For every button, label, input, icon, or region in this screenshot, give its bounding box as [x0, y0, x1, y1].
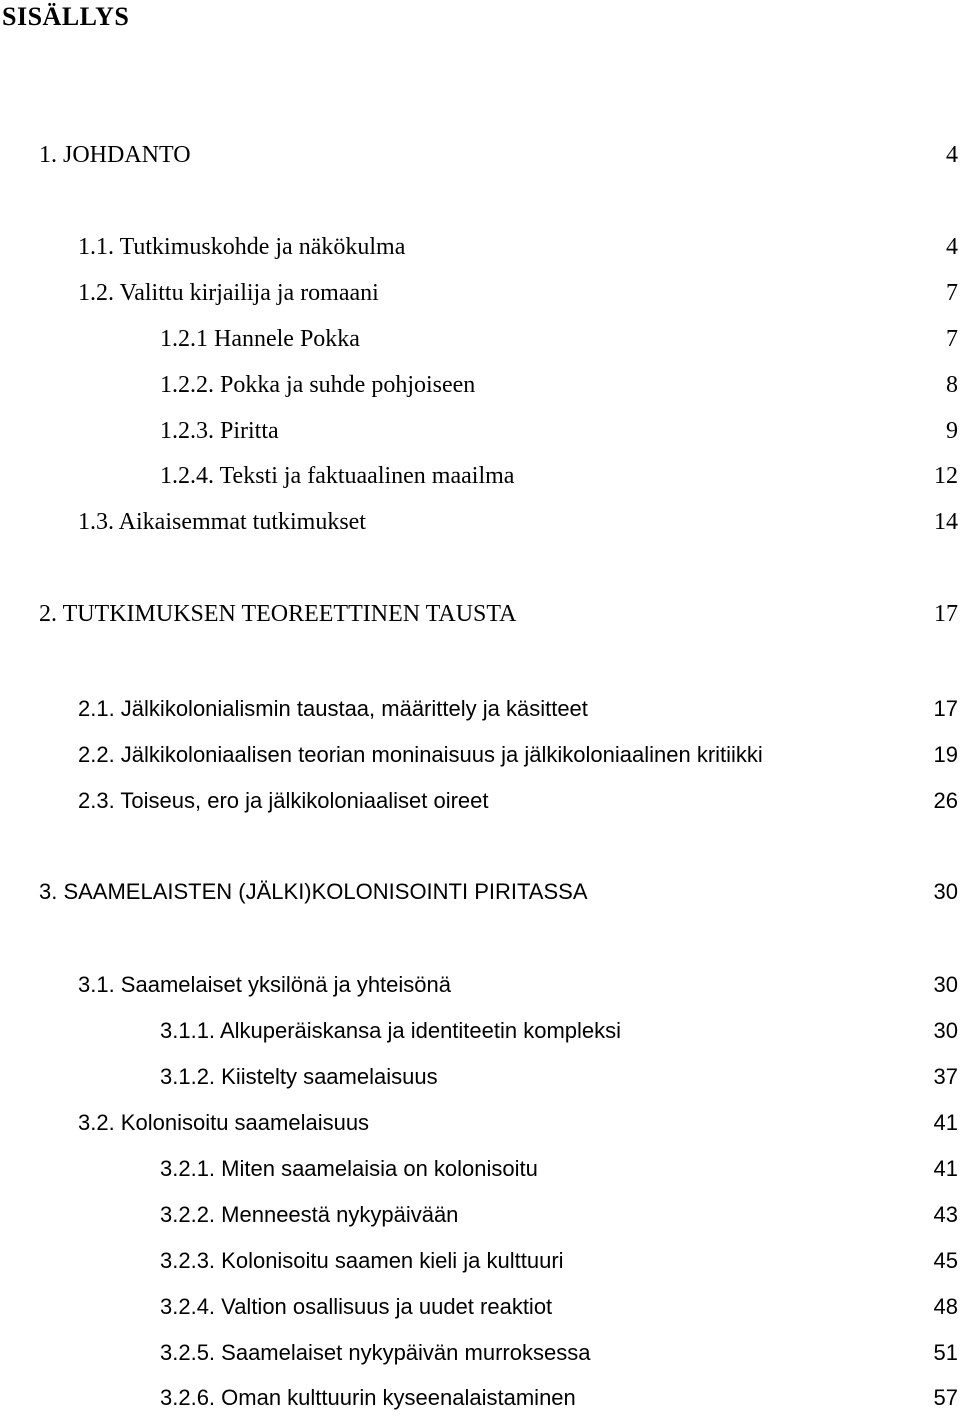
- toc-entry-title: 3.2. Kolonisoitu saamelaisuus: [78, 1110, 370, 1135]
- toc-entry-title: 3.2.6. Oman kulttuurin kyseenalaistaminen: [160, 1385, 576, 1410]
- toc-entry-title: 1.2. Valittu kirjailija ja romaani: [78, 280, 379, 306]
- toc-entry-page: 57: [933, 1385, 958, 1410]
- toc-entry-section: [0, 788, 960, 822]
- toc-entry-title: 3.1.2. Kiistelty saamelaisuus: [160, 1064, 438, 1089]
- toc-entry-page: 4: [946, 234, 958, 260]
- toc-entry-title: 2.2. Jälkikoloniaalisen teorian moninaisuus ja jälkikoloniaalinen kritiikki: [78, 742, 763, 767]
- toc-entry-subsection: [0, 326, 960, 360]
- toc-entry-page: 9: [946, 418, 958, 444]
- toc-entry-section: [0, 509, 960, 543]
- toc-entry-page: 48: [933, 1294, 958, 1319]
- toc-entry-page: 43: [933, 1202, 958, 1227]
- toc-entry-title: 3.2.3. Kolonisoitu saamen kieli ja kulttuuri: [160, 1248, 564, 1273]
- toc-entry-subsection: [0, 1018, 960, 1052]
- toc-entry-title: 2.1. Jälkikolonialismin taustaa, määrittely ja käsitteet: [78, 696, 588, 721]
- toc-entry-subsection: [0, 463, 960, 497]
- toc-entry-page: 7: [946, 326, 958, 352]
- toc-entry-section: [0, 742, 960, 776]
- toc-entry-title: 3.2.2. Menneestä nykypäivään: [160, 1202, 459, 1227]
- toc-entry-subsection: [0, 1385, 960, 1419]
- toc-entry-page: 12: [934, 463, 958, 489]
- toc-entry-subsection: [0, 1248, 960, 1282]
- toc-entry-page: 51: [933, 1340, 958, 1365]
- toc-entry-title: 2. TUTKIMUKSEN TEOREETTINEN TAUSTA: [39, 601, 517, 627]
- toc-entry-section: [0, 696, 960, 730]
- toc-entry-subsection: [0, 1340, 960, 1374]
- toc-entry-page: 8: [946, 372, 958, 398]
- toc-entry-section: [0, 234, 960, 268]
- toc-entry-page: 41: [933, 1156, 958, 1181]
- toc-entry-chapter: [0, 601, 960, 635]
- toc-entry-title: 3.2.4. Valtion osallisuus ja uudet reaktiot: [160, 1294, 553, 1319]
- toc-entry-title: 3.2.1. Miten saamelaisia on kolonisoitu: [160, 1156, 538, 1181]
- toc-entry-page: 45: [933, 1248, 958, 1273]
- toc-entry-title: 1.2.4. Teksti ja faktuaalinen maailma: [160, 463, 515, 489]
- toc-entry-title: 3.1. Saamelaiset yksilönä ja yhteisönä: [78, 972, 451, 997]
- toc-entry-page: 41: [933, 1110, 958, 1135]
- toc-entry-title: 1.2.2. Pokka ja suhde pohjoiseen: [160, 372, 476, 398]
- toc-entry-section: [0, 972, 960, 1006]
- toc-entry-page: 17: [933, 696, 958, 721]
- toc-entry-section: [0, 280, 960, 314]
- toc-entry-title: 2.3. Toiseus, ero ja jälkikoloniaaliset oireet: [78, 788, 489, 813]
- toc-entry-page: 30: [933, 879, 958, 904]
- toc-entry-title: 3. SAAMELAISTEN (JÄLKI)KOLONISOINTI PIRITASSA: [39, 879, 588, 904]
- toc-entry-title: 3.1.1. Alkuperäiskansa ja identiteetin kompleksi: [160, 1018, 622, 1043]
- toc-entry-page: 26: [933, 788, 958, 813]
- page-heading: SISÄLLYS: [2, 2, 130, 31]
- toc-entry-page: 30: [933, 972, 958, 997]
- toc-entry-subsection: [0, 1064, 960, 1098]
- toc-entry-page: 17: [934, 601, 958, 627]
- toc-entry-page: 30: [933, 1018, 958, 1043]
- toc-entry-title: 1.2.3. Piritta: [160, 418, 279, 444]
- toc-entry-chapter: [0, 142, 960, 176]
- toc-entry-page: 4: [946, 142, 958, 168]
- toc-entry-subsection: [0, 1202, 960, 1236]
- toc-entry-title: 1.1. Tutkimuskohde ja näkökulma: [78, 234, 406, 260]
- toc-entry-subsection: [0, 418, 960, 452]
- toc-entry-page: 19: [933, 742, 958, 767]
- toc-entry-title: 3.2.5. Saamelaiset nykypäivän murroksessa: [160, 1340, 591, 1365]
- toc-entry-chapter: [0, 879, 960, 913]
- toc-entry-subsection: [0, 1156, 960, 1190]
- toc-entry-page: 37: [933, 1064, 958, 1089]
- toc-entry-section: [0, 1110, 960, 1144]
- toc-entry-page: 14: [934, 509, 958, 535]
- toc-entry-title: 1.2.1 Hannele Pokka: [160, 326, 360, 352]
- toc-entry-subsection: [0, 372, 960, 406]
- toc-entry-title: 1.3. Aikaisemmat tutkimukset: [78, 509, 366, 535]
- toc-entry-page: 7: [946, 280, 958, 306]
- toc-entry-subsection: [0, 1294, 960, 1328]
- toc-entry-title: 1. JOHDANTO: [39, 142, 191, 168]
